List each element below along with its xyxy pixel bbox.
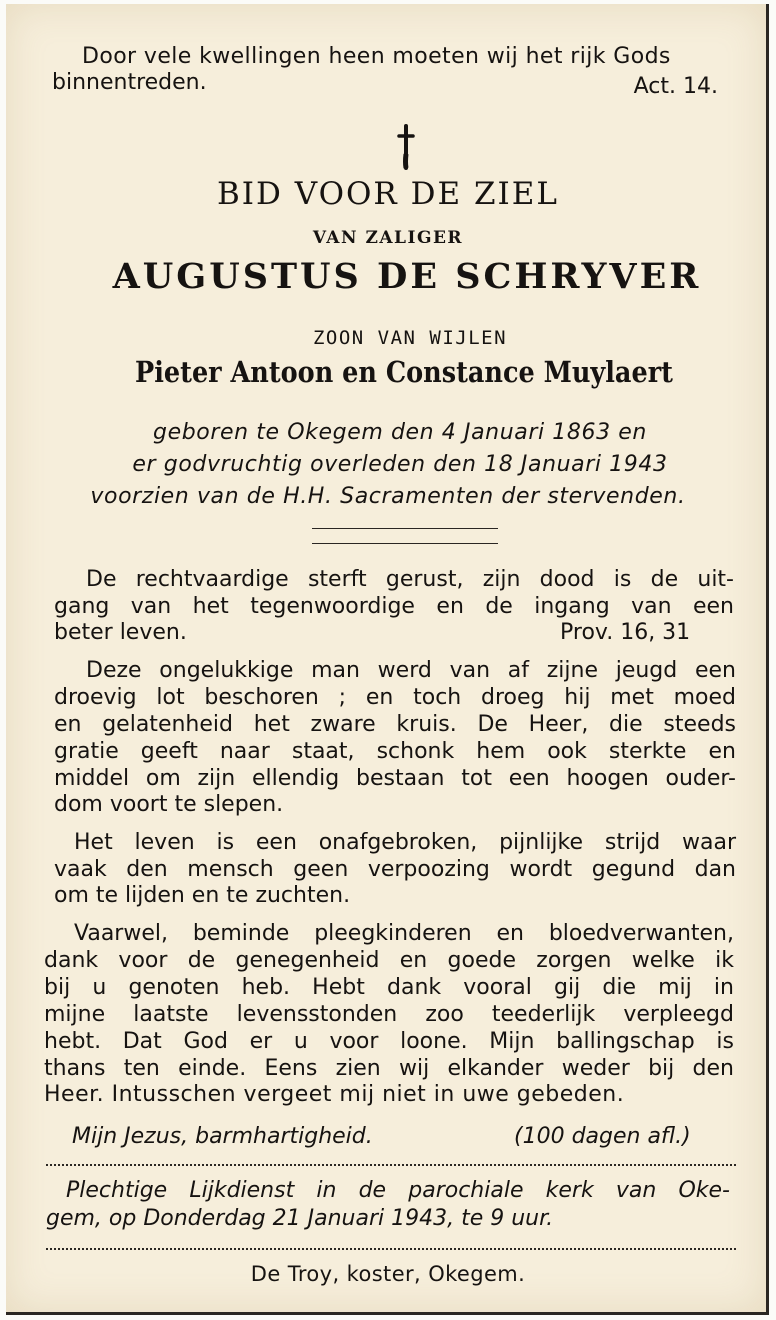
text-line: thans ten einde. Eens zien wij elkander weder bij den: [44, 1056, 734, 1081]
divider-top: [312, 528, 498, 529]
text-line: en gelatenheid het zware kruis. De Heer, die steeds: [54, 712, 736, 737]
deceased-name: AUGUSTUS DE SCHRYVER: [112, 256, 702, 297]
text-line: Heer. Intusschen vergeet mij niet in uwe gebeden.: [44, 1082, 625, 1107]
dotted-divider: [46, 1164, 736, 1166]
epigraph-reference: Act. 14.: [633, 74, 718, 99]
scripture-paragraph: [54, 566, 734, 620]
text-line: dank voor de genegenheid en goede zorgen welke ik: [44, 948, 734, 973]
text-line: hebt. Dat God er u voor loone. Mijn ballingschap is: [44, 1029, 734, 1054]
paragraph-2: [54, 657, 736, 792]
divider-bottom: [312, 543, 498, 544]
paragraph-3: [54, 829, 736, 883]
paragraph-4: [44, 920, 734, 1082]
text-line: dom voort te slepen.: [54, 792, 284, 817]
sacraments-line: voorzien van de H.H. Sacramenten der stervenden.: [90, 484, 686, 509]
subtitle: VAN ZALIGER: [312, 228, 464, 248]
text-line: om te lijden en te zuchten.: [54, 883, 351, 908]
text-line: vaak den mensch geen verpoozing wordt gegund dan: [54, 857, 736, 882]
parents-names: Pieter Antoon en Constance Muylaert: [135, 355, 673, 389]
text-line: gratie geeft naar staat, schonk hem ook sterkte en: [54, 739, 736, 764]
printer-credit: De Troy, koster, Okegem.: [250, 1262, 526, 1286]
text-line: middel om zijn ellendig bestaan tot een hoogen ouder-: [54, 766, 736, 791]
text-line: Deze ongelukkige man werd van af zijne jeugd een: [86, 658, 736, 683]
cross-icon: [396, 124, 416, 170]
prayer-text: Mijn Jezus, barmhartigheid.: [72, 1124, 373, 1149]
text-line: De rechtvaardige sterft gerust, zijn dood is de uit-: [86, 567, 734, 592]
text-line: mijne laatste levensstonden zoo teederlijk verpleegd: [44, 1002, 734, 1027]
text-line: beter leven.: [54, 620, 187, 645]
epigraph-line-1: Door vele kwellingen heen moeten wij het rijk Gods: [82, 44, 671, 69]
funeral-line-2: gem, op Donderdag 21 Januari 1943, te 9 uur.: [46, 1206, 554, 1231]
dotted-divider: [46, 1248, 736, 1250]
scripture-reference: Prov. 16, 31: [560, 620, 691, 645]
indulgence-note: (100 dagen afl.): [514, 1124, 691, 1149]
death-line: er godvruchtig overleden den 18 Januari 1943: [132, 452, 668, 477]
text-line: bij u genoten heb. Hebt dank vooral gij die mij in: [44, 975, 734, 1000]
son-of-label: ZOON VAN WIJLEN: [312, 327, 508, 349]
text-line: gang van het tegenwoordige en de ingang van een: [54, 594, 734, 619]
text-line: Het leven is een onafgebroken, pijnlijke strijd waar: [74, 830, 736, 855]
text-line: droevig lot beschoren ; en toch droeg hij met moed: [54, 685, 736, 710]
birth-line: geboren te Okegem den 4 Januari 1863 en: [153, 420, 647, 445]
funeral-line-1: Plechtige Lijkdienst in de parochiale kerk van Oke-: [66, 1178, 730, 1203]
text-line: Vaarwel, beminde pleegkinderen en bloedverwanten,: [74, 921, 734, 946]
epigraph-line-2: binnentreden.: [52, 70, 207, 95]
page-title: BID VOOR DE ZIEL: [217, 176, 559, 212]
